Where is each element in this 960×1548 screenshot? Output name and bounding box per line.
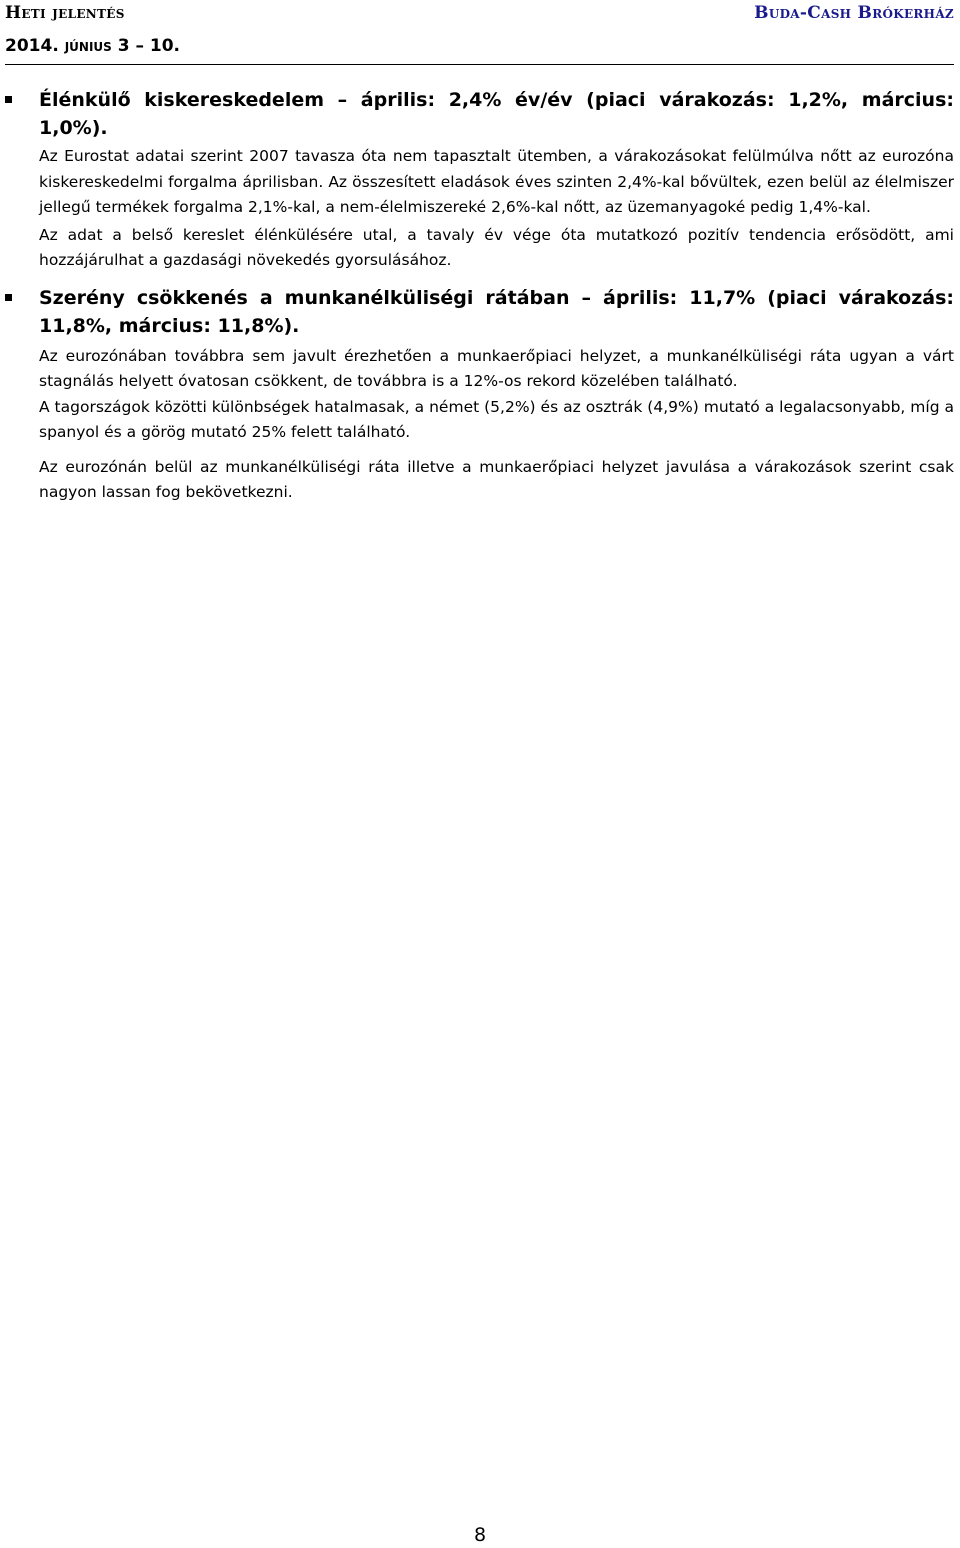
document-body — [39, 86, 954, 506]
company-name: Buda-Cash Brókerház — [754, 3, 954, 23]
paragraph: Az adat a belső kereslet élénkülésére utal, a tavaly év vége óta mutatkozó pozitív tendencia erősödött, ami hozzájárulhat a gazdasági növekedés gyorsulásához. — [39, 225, 954, 269]
page-header — [5, 0, 954, 65]
square-bullet-icon — [5, 294, 12, 301]
paragraph: Az eurozónában továbbra sem javult érezhetően a munkaerőpiaci helyzet, a munkanélküliségi ráta ugyan a várt stagnálás helyett óvatosan csökkent, de továbbra is a 12%-os rekord közelében található. — [39, 346, 954, 390]
report-title: Heti jelentés — [5, 3, 125, 23]
section-heading-retail — [39, 86, 954, 142]
section-heading-text: Élénkülő kiskereskedelem – április: 2,4% év/év (piaci várakozás: 1,2%, március: 1,0%). — [39, 89, 954, 139]
paragraph: A tagországok közötti különbségek hatalmasak, a német (5,2%) és az osztrák (4,9%) mutató a legalacsonyabb, míg a spanyol és a görög mutató 25% felett található. — [39, 397, 954, 441]
report-date: 2014. június 3 – 10. — [5, 36, 180, 56]
paragraph: Az eurozónán belül az munkanélküliségi ráta illetve a munkaerőpiaci helyzet javulása a várakozások szerint csak nagyon lassan fog bekövetkezni. — [39, 457, 954, 501]
page-number: 8 — [473, 1524, 487, 1546]
section-heading-unemployment — [39, 284, 954, 340]
paragraph: Az Eurostat adatai szerint 2007 tavasza óta nem tapasztalt ütemben, a várakozásokat felülmúlva nőtt az eurozóna kiskereskedelmi forgalma áprilisban. Az összesített eladások éves szinten 2,4%-kal bővültek, ezen belül az élelmiszer jellegű termékek forgalma 2,1%-kal, a nem-élelmiszereké 2,6%-kal nőtt, az üzemanyagoké pedig 1,4%-kal. — [39, 147, 954, 216]
square-bullet-icon — [5, 96, 12, 103]
section-heading-text: Szerény csökkenés a munkanélküliségi rátában – április: 11,7% (piaci várakozás: 11,8%, március: 11,8%). — [39, 286, 954, 337]
